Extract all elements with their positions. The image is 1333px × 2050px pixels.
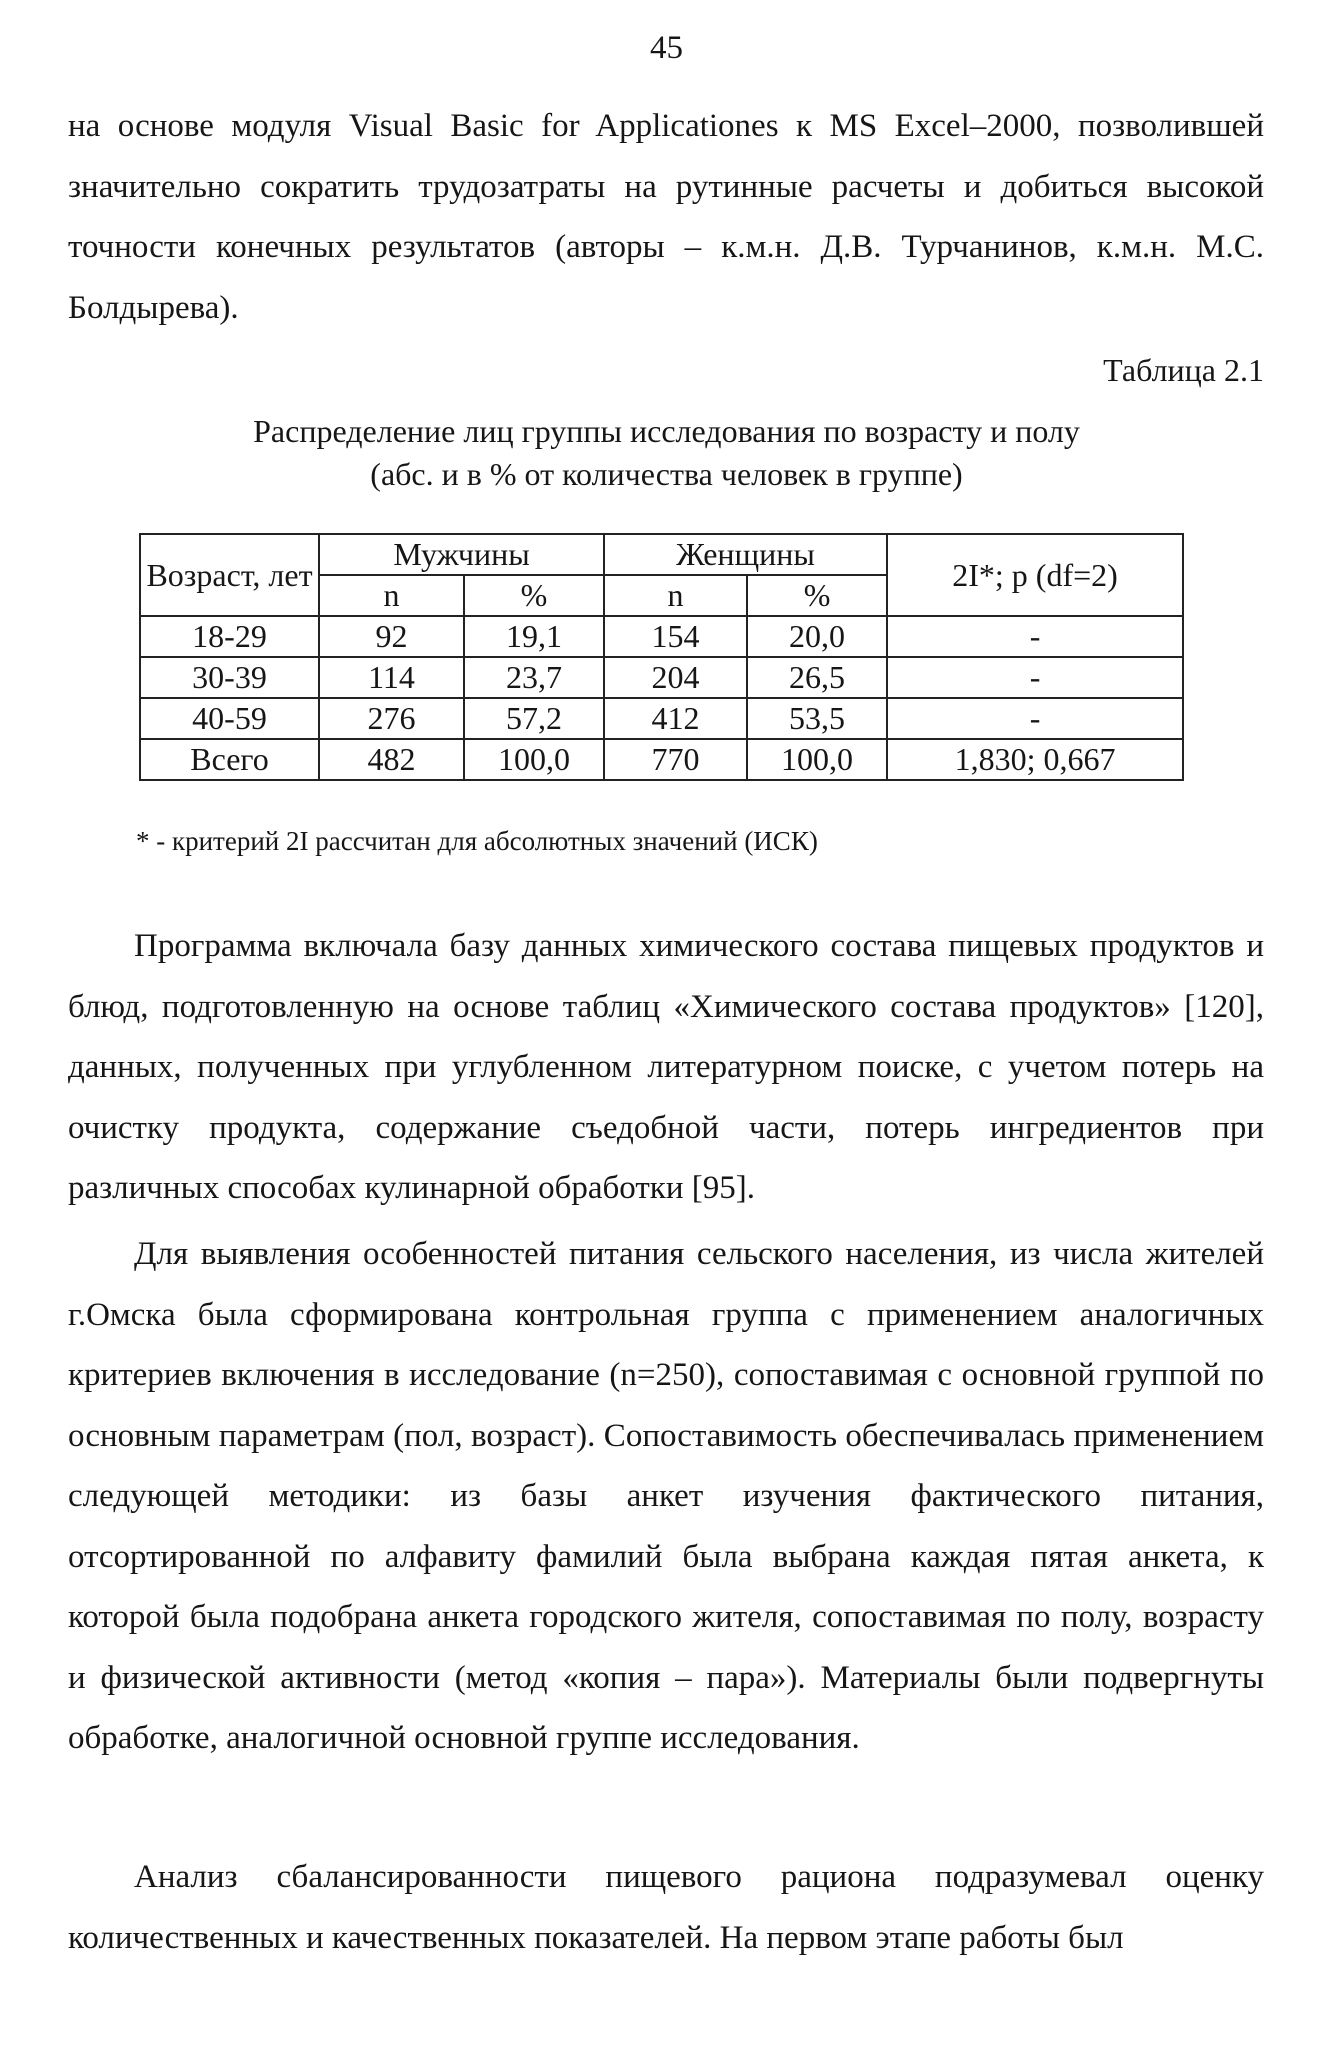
cell-stat: - [887, 657, 1183, 698]
cell-age: 30-39 [140, 657, 319, 698]
cell-men-pct: 23,7 [464, 657, 604, 698]
cell-men-pct: 19,1 [464, 616, 604, 657]
cell-age: 18-29 [140, 616, 319, 657]
cell-stat: - [887, 616, 1183, 657]
cell-men-pct: 57,2 [464, 698, 604, 739]
age-sex-distribution-table [139, 533, 1184, 781]
cell-women-n: 154 [604, 616, 747, 657]
header-age: Возраст, лет [140, 534, 319, 616]
table-caption-line-1: Распределение лиц группы исследования по возрасту и полу [253, 413, 1080, 449]
table-caption-line-2: (абс. и в % от количества человек в группе) [370, 456, 963, 492]
cell-women-pct: 26,5 [747, 657, 887, 698]
paragraph-3: Для выявления особенностей питания сельского населения, из числа жителей г.Омска была сформирована контрольная группа с применением аналогичных критериев включения в исследование (n=250), сопоставимая с основной группой по основным параметрам (пол, возраст). Сопоставимость обеспечивалась применением следующей методики: из базы анкет изучения фактического питания, отсортированной по алфавиту фамилий была выбрана каждая пятая анкета, к которой была подобрана анкета городского жителя, сопоставимая по полу, возрасту и физической активности (метод «копия – пара»). Материалы были подвергнуты обработке, аналогичной основной группе исследования. [68, 1236, 1264, 1756]
header-men-pct: % [464, 575, 604, 616]
table-header-row-1 [140, 534, 1183, 575]
paragraph-4: Анализ сбалансированности пищевого рациона подразумевал оценку количественных и качественных показателей. На первом этапе работы был [68, 1859, 1264, 1956]
cell-age: Всего [140, 739, 319, 780]
header-stat: 2I*; p (df=2) [887, 534, 1183, 616]
cell-men-n: 92 [319, 616, 464, 657]
cell-stat: - [887, 698, 1183, 739]
cell-women-pct: 100,0 [747, 739, 887, 780]
paragraph-1: на основе модуля Visual Basic for Applicationes к MS Excel–2000, позволившей значительно сократить трудозатраты на рутинные расчеты и добиться высокой точности конечных результатов (авторы – к.м.н. Д.В. Турчанинов, к.м.н. М.С. Болдырева). [68, 108, 1264, 326]
table-row-total [140, 739, 1183, 780]
cell-women-pct: 20,0 [747, 616, 887, 657]
cell-women-pct: 53,5 [747, 698, 887, 739]
paragraph-2: Программа включала базу данных химического состава пищевых продуктов и блюд, подготовленную на основе таблиц «Химического состава продуктов» [120], данных, полученных при углубленном литературном поиске, с учетом потерь на очистку продукта, содержание съедобной части, потерь ингредиентов при различных способах кулинарной обработки [95]. [68, 928, 1264, 1206]
table-row [140, 657, 1183, 698]
header-women-n: n [604, 575, 747, 616]
table-footnote: * - критерий 2I рассчитан для абсолютных значений (ИСК) [136, 826, 818, 856]
cell-women-n: 770 [604, 739, 747, 780]
header-women-pct: % [747, 575, 887, 616]
cell-men-n: 482 [319, 739, 464, 780]
table-row [140, 616, 1183, 657]
table-row [140, 698, 1183, 739]
cell-age: 40-59 [140, 698, 319, 739]
cell-women-n: 204 [604, 657, 747, 698]
cell-stat: 1,830; 0,667 [887, 739, 1183, 780]
cell-men-n: 114 [319, 657, 464, 698]
header-men-n: n [319, 575, 464, 616]
header-women: Женщины [604, 534, 887, 575]
page-number: 45 [650, 30, 683, 66]
cell-men-pct: 100,0 [464, 739, 604, 780]
table-caption [0, 410, 1333, 496]
header-men: Мужчины [319, 534, 604, 575]
table-label: Таблица 2.1 [1103, 352, 1264, 388]
cell-women-n: 412 [604, 698, 747, 739]
cell-men-n: 276 [319, 698, 464, 739]
